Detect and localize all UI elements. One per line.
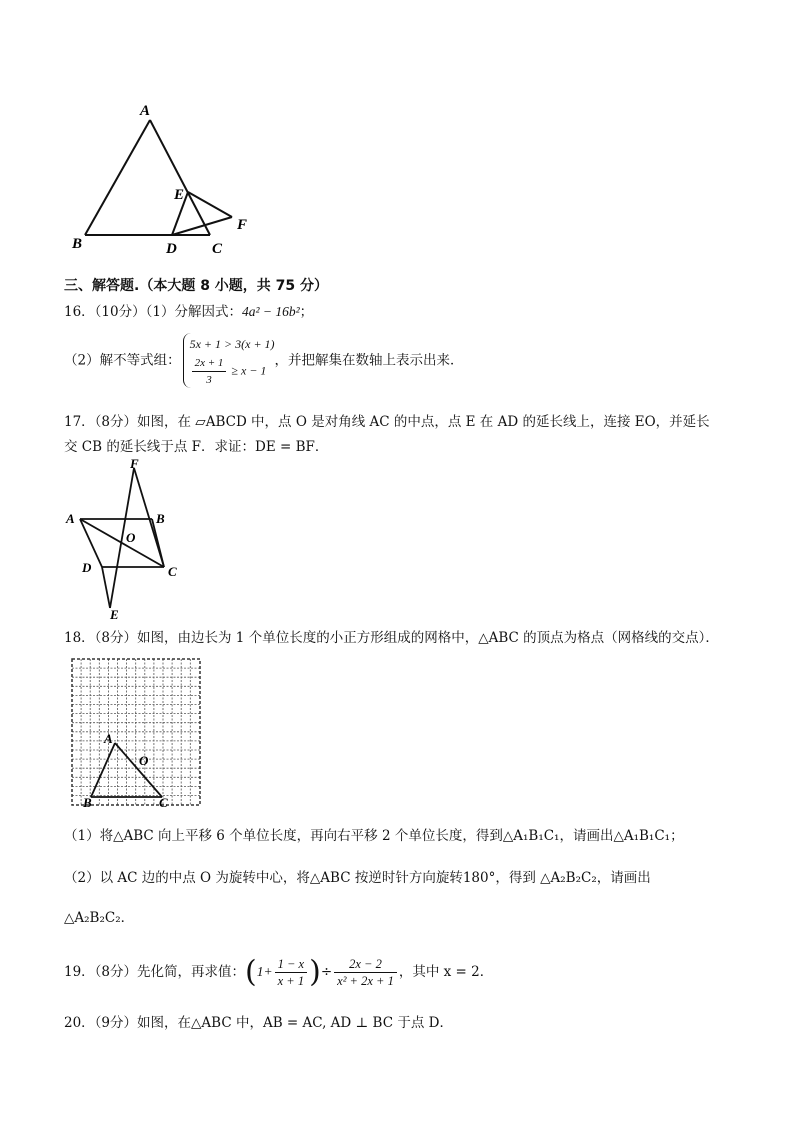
q19-f2-den: x² + 2x + 1 (337, 974, 394, 988)
label-b: B (83, 795, 92, 809)
q19-f1-num: 1 − x (275, 956, 307, 973)
q19-fraction-2 (334, 956, 397, 989)
label-c: C (212, 241, 223, 257)
inequality-2-fraction (192, 355, 227, 388)
section-heading: 三、解答题.（本大题 8 小题，共 75 分） (64, 278, 329, 294)
label-c: C (168, 564, 177, 579)
inequality-1: 5x + 1 > 3(x + 1) (189, 337, 275, 351)
q16-part2-suffix: ，并把解集在数轴上表示出来． (274, 352, 464, 369)
q16-part2 (64, 333, 464, 388)
q18-part2-line1: （2）以 AC 边的中点 O 为旋转中心，将△ABC 按逆时针方向旋转180°，得到 △A₂B₂C₂，请画出 (64, 870, 651, 886)
inequality-2-num: 2x + 1 (192, 355, 227, 372)
label-o: O (139, 753, 149, 768)
inequality-2-rest: ≥ x − 1 (231, 363, 267, 378)
label-b: B (156, 511, 165, 526)
q17-line1: 17．（8分）如图，在 ▱ABCD 中，点 O 是对角线 AC 的中点，点 E 在 AD 的延长线上，连接 EO，并延长 (64, 414, 710, 430)
label-f: F (237, 217, 248, 233)
figure-grid (70, 657, 204, 809)
label-d: D (166, 241, 177, 257)
q19-div: ÷ (320, 964, 333, 980)
inequality-2 (190, 355, 275, 388)
q18-line1: 18．（8分）如图，由边长为 1 个单位长度的小正方形组成的网格中，△ABC 的顶点为格点（网格线的交点）． (64, 630, 719, 646)
label-f: F (130, 456, 139, 471)
label-d: D (82, 560, 92, 575)
q16-part1-end: ； (299, 304, 314, 320)
q19-suffix: ，其中 x = 2． (398, 964, 494, 980)
label-a: A (104, 731, 113, 746)
q19-f1-den: x + 1 (277, 974, 305, 988)
q16-part1 (64, 302, 313, 322)
q19-prefix: 19．（8分）先化简，再求值： (64, 964, 246, 980)
q18-part1: （1）将△ABC 向上平移 6 个单位长度，再向右平移 2 个单位长度，得到△A₁B₁C₁，请画出△A₁B₁C₁； (64, 828, 684, 844)
figure-parallelogram (60, 456, 200, 626)
inequality-system (183, 333, 275, 388)
label-b: B (72, 236, 83, 252)
inequality-2-den: 3 (206, 374, 212, 386)
label-a: A (140, 103, 151, 119)
q16-part1-prefix: 16．（10分）（1）分解因式： (64, 304, 242, 320)
label-e: E (110, 607, 119, 622)
q16-part2-prefix: （2）解不等式组： (64, 352, 181, 369)
q19-one-plus: 1+ (256, 964, 273, 979)
q19-fraction-1 (275, 956, 307, 989)
q19-line: 19．（8分）先化简，再求值：(1+ $\frac{1 - x}{x + 1}$ )÷ $\frac{2x - 2}{\text{x² + 2x + 1}}$ ，其中 x = 2． (64, 954, 494, 990)
label-e: E (174, 187, 185, 203)
q18-part2-line2: △A₂B₂C₂． (64, 910, 135, 926)
q19-f2-num: 2x − 2 (334, 956, 397, 973)
figure-triangle-abc-edf (60, 95, 280, 265)
q16-part1-expr: 4a² − 16b² (241, 304, 300, 319)
label-o: O (126, 530, 136, 545)
label-a: A (66, 511, 75, 526)
q20-line1: 20．（9分）如图，在△ABC 中，AB = AC, AD ⊥ BC 于点 D． (64, 1015, 453, 1031)
label-c: C (159, 795, 168, 809)
q17-line2: 交 CB 的延长线于点 F．求证：DE = BF． (64, 439, 329, 455)
